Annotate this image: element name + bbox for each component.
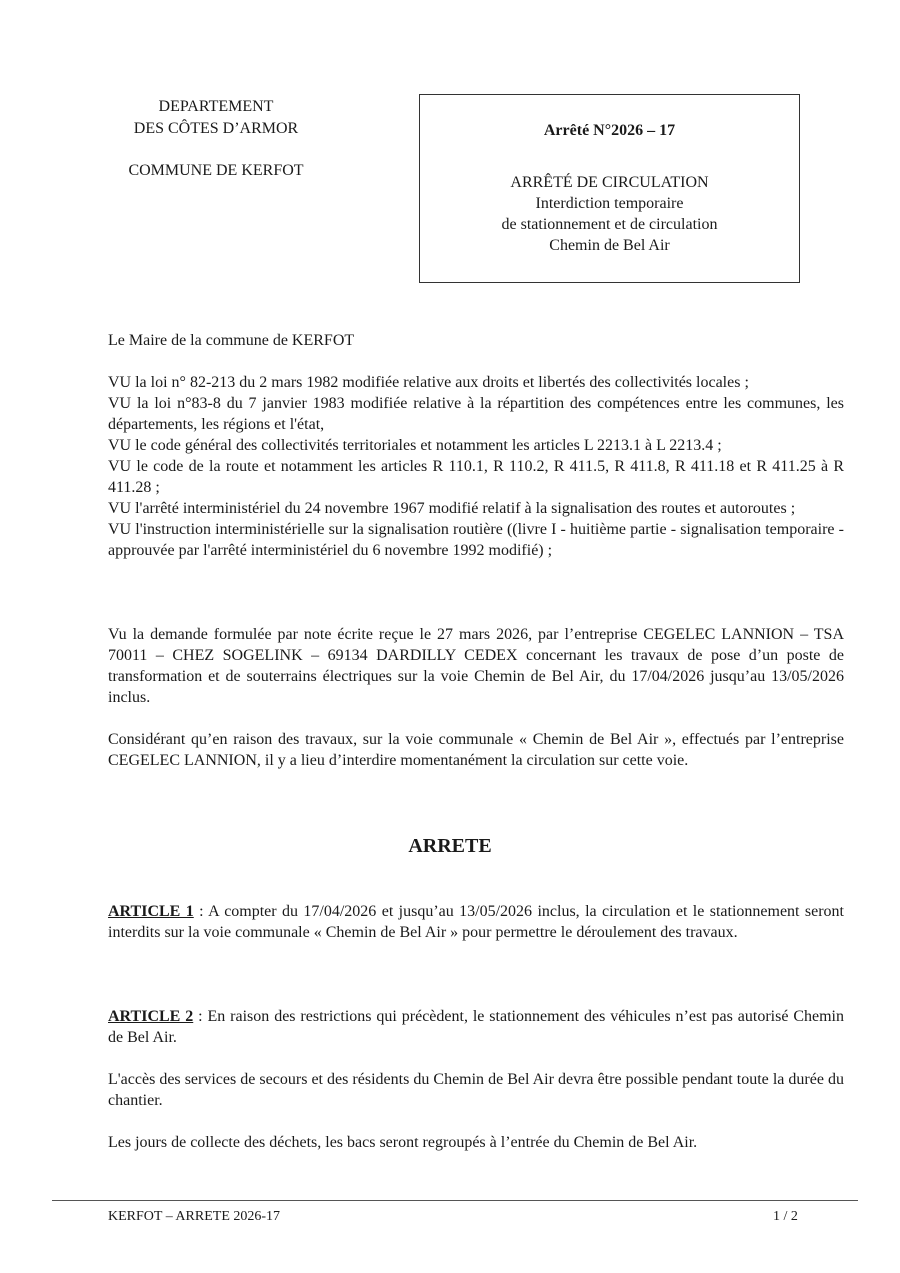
considerant-paragraph (108, 729, 844, 771)
decree-number: Arrêté N°2026 – 17 (543, 122, 676, 139)
collecte-text: Les jours de collecte des déchets, les bacs seront regroupés à l’entrée du Chemin de Bel Air. (108, 1134, 698, 1151)
acces-text: L'accès des services de secours et des résidents du Chemin de Bel Air devra être possible pendant toute la durée du chantier. (108, 1071, 844, 1109)
commune-name: COMMUNE DE KERFOT (128, 162, 304, 179)
arrete-heading: ARRETE (408, 835, 492, 857)
department-line-1: DEPARTEMENT (158, 98, 274, 115)
issuer-header (100, 96, 332, 182)
footer-reference: KERFOT – ARRETE 2026-17 (108, 1209, 281, 1224)
article-2 (108, 1006, 844, 1048)
decree-title-line: Chemin de Bel Air (549, 237, 670, 254)
article-1-text: : A compter du 17/04/2026 et jusqu’au 13/05/2026 inclus, la circulation et le stationnement seront interdits sur la voie communale « Chemin de Bel Air » pour permettre le déroulement des travaux. (108, 903, 845, 941)
article-1-label: ARTICLE 1 (108, 903, 194, 920)
vu-item: VU le code général des collectivités territoriales et notamment les articles L 2213.1 à L 2213.4 ; (108, 437, 722, 454)
vu-item: VU l'arrêté interministériel du 24 novembre 1967 modifié relatif à la signalisation des routes et autoroutes ; (108, 500, 796, 517)
vu-list (108, 372, 844, 561)
acces-paragraph (108, 1069, 844, 1111)
decree-title-line: Interdiction temporaire (535, 195, 684, 212)
considerant-text: Considérant qu’en raison des travaux, sur la voie communale « Chemin de Bel Air », effectués par l’entreprise CEGELEC LANNION, il y a lieu d’interdire momentanément la circulation sur cette voie. (108, 731, 844, 769)
collecte-paragraph (108, 1132, 844, 1153)
vu-item: VU le code de la route et notamment les articles R 110.1, R 110.2, R 411.5, R 411.8, R 411.18 et R 411.25 à R 411.28 ; (108, 458, 844, 496)
article-1 (108, 901, 844, 943)
footer-divider (52, 1200, 858, 1201)
page-number: 1 / 2 (773, 1209, 798, 1224)
mayor-intro: Le Maire de la commune de KERFOT (108, 332, 355, 349)
article-2-label: ARTICLE 2 (108, 1008, 194, 1025)
demande-text: Vu la demande formulée par note écrite reçue le 27 mars 2026, par l’entreprise CEGELEC LANNION – TSA 70011 – CHEZ SOGELINK – 69134 DARDILLY CEDEX concernant les travaux de pose d’un poste de transformation et de souterrains électriques sur la voie Chemin de Bel Air, du 17/04/2026 jusqu’au 13/05/2026 inclus. (108, 626, 844, 706)
vu-item: VU la loi n°83-8 du 7 janvier 1983 modifiée relative à la répartition des compétences entre les communes, les départements, les régions et l'état, (108, 395, 844, 433)
article-2-text: : En raison des restrictions qui précèdent, le stationnement des véhicules n’est pas autorisé Chemin de Bel Air. (108, 1008, 844, 1046)
decree-title-line: de stationnement et de circulation (501, 216, 718, 233)
department-line-2: DES CÔTES D’ARMOR (133, 120, 299, 137)
demande-paragraph (108, 624, 844, 708)
decree-title-line: ARRÊTÉ DE CIRCULATION (510, 174, 709, 191)
decree-title (420, 172, 799, 256)
vu-item: VU l'instruction interministérielle sur la signalisation routière ((livre I - huitième partie - signalisation temporaire - approuvée par l'arrêté interministériel du 6 novembre 1992 modifié) ; (108, 521, 844, 559)
decree-title-box (419, 94, 800, 283)
vu-item: VU la loi n° 82-213 du 2 mars 1982 modifiée relative aux droits et libertés des collectivités locales ; (108, 374, 749, 391)
intro-line (108, 330, 844, 351)
